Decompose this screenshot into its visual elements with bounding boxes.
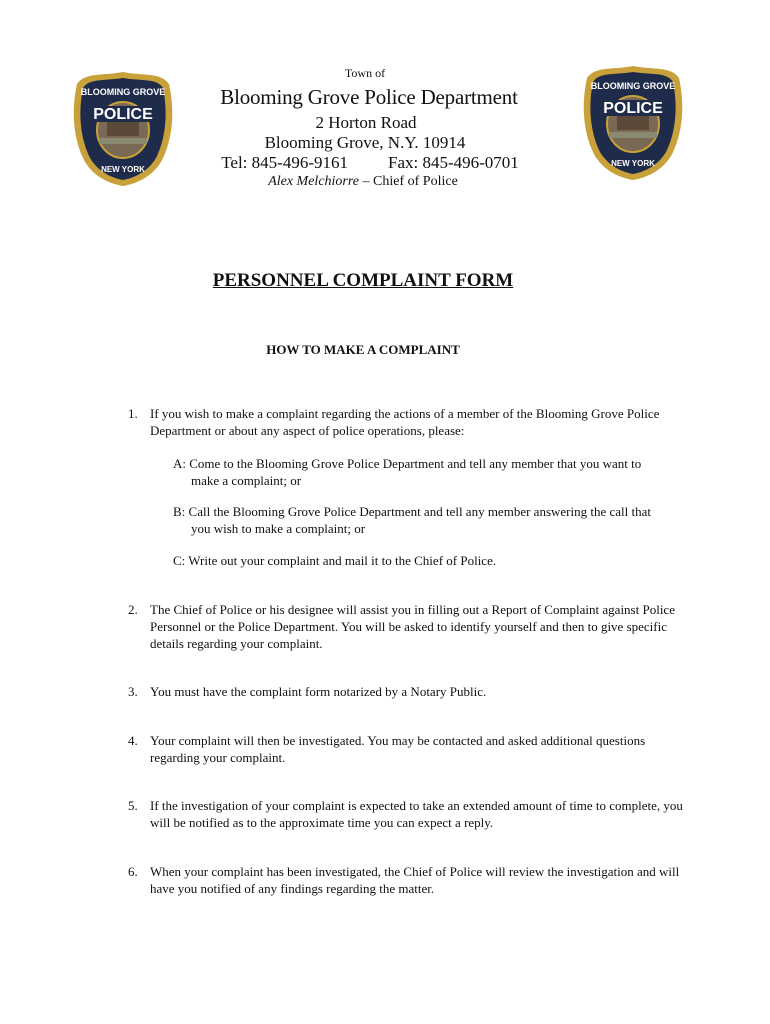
badge-top-text: BLOOMING GROVE <box>590 81 676 91</box>
address-line-1: 2 Horton Road <box>315 113 417 132</box>
item-number: 6. <box>128 864 138 879</box>
item-text: Your complaint will then be investigated. You may be contacted and asked additional questions regarding your complaint. <box>150 733 646 765</box>
item-text: If the investigation of your complaint is expected to take an extended amount of time to complete, you will be notified as to the approximate time you can expect a reply. <box>150 798 683 830</box>
option-item <box>173 552 653 569</box>
option-item <box>173 503 653 537</box>
form-title-text: PERSONNEL COMPLAINT FORM <box>212 270 514 291</box>
list-item <box>128 797 688 831</box>
fax: Fax: 845-496-0701 <box>387 153 519 172</box>
item-text: The Chief of Police or his designee will assist you in filling out a Report of Complaint against Police Personnel or the Police Department. You will be asked to identify yourself and then to give specific details regarding your complaint. <box>150 602 675 651</box>
list-item <box>128 683 688 700</box>
item-text: If you wish to make a complaint regarding the actions of a member of the Blooming Grove Police Department or about any aspect of police operations, please: <box>150 406 660 438</box>
chief-title: – Chief of Police <box>359 174 458 189</box>
list-item <box>128 863 688 897</box>
badge-middle-text: POLICE <box>93 106 153 123</box>
option-text: A: Come to the Blooming Grove Police Department and tell any member that you want to make a complaint; or <box>173 456 642 488</box>
item-number: 2. <box>128 602 138 617</box>
badge-middle-text: POLICE <box>603 100 663 117</box>
list-item <box>128 732 688 766</box>
option-text: B: Call the Blooming Grove Police Department and tell any member answering the call that you wish to make a complaint; or <box>173 504 651 536</box>
item-number: 5. <box>128 798 138 813</box>
telephone: Tel: 845-496-9161 <box>221 153 348 172</box>
chief-name: Alex Melchiorre <box>268 174 360 189</box>
department-name: Blooming Grove Police Department <box>220 85 518 109</box>
badge-bottom-text: NEW YORK <box>611 159 655 168</box>
contact-numbers <box>0 153 770 173</box>
address-line-2: Blooming Grove, N.Y. 10914 <box>264 133 466 152</box>
item-number: 4. <box>128 733 138 748</box>
letterhead <box>0 66 770 190</box>
item-number: 1. <box>128 406 138 421</box>
chief-line <box>0 174 770 190</box>
item-number: 3. <box>128 684 138 699</box>
item-text: You must have the complaint form notarized by a Notary Public. <box>150 684 487 699</box>
list-item <box>128 601 688 652</box>
option-text: C: Write out your complaint and mail it to the Chief of Police. <box>173 553 497 568</box>
item-text: When your complaint has been investigated, the Chief of Police will review the investigation and will have you notified of any findings regarding the matter. <box>150 864 680 896</box>
list-item <box>128 405 688 439</box>
badge-bottom-text: NEW YORK <box>101 165 145 174</box>
badge-top-text: BLOOMING GROVE <box>80 87 166 97</box>
subheading: HOW TO MAKE A COMPLAINT <box>266 342 460 357</box>
town-label: Town of <box>344 66 386 80</box>
option-item <box>173 455 653 489</box>
form-title <box>0 270 748 292</box>
